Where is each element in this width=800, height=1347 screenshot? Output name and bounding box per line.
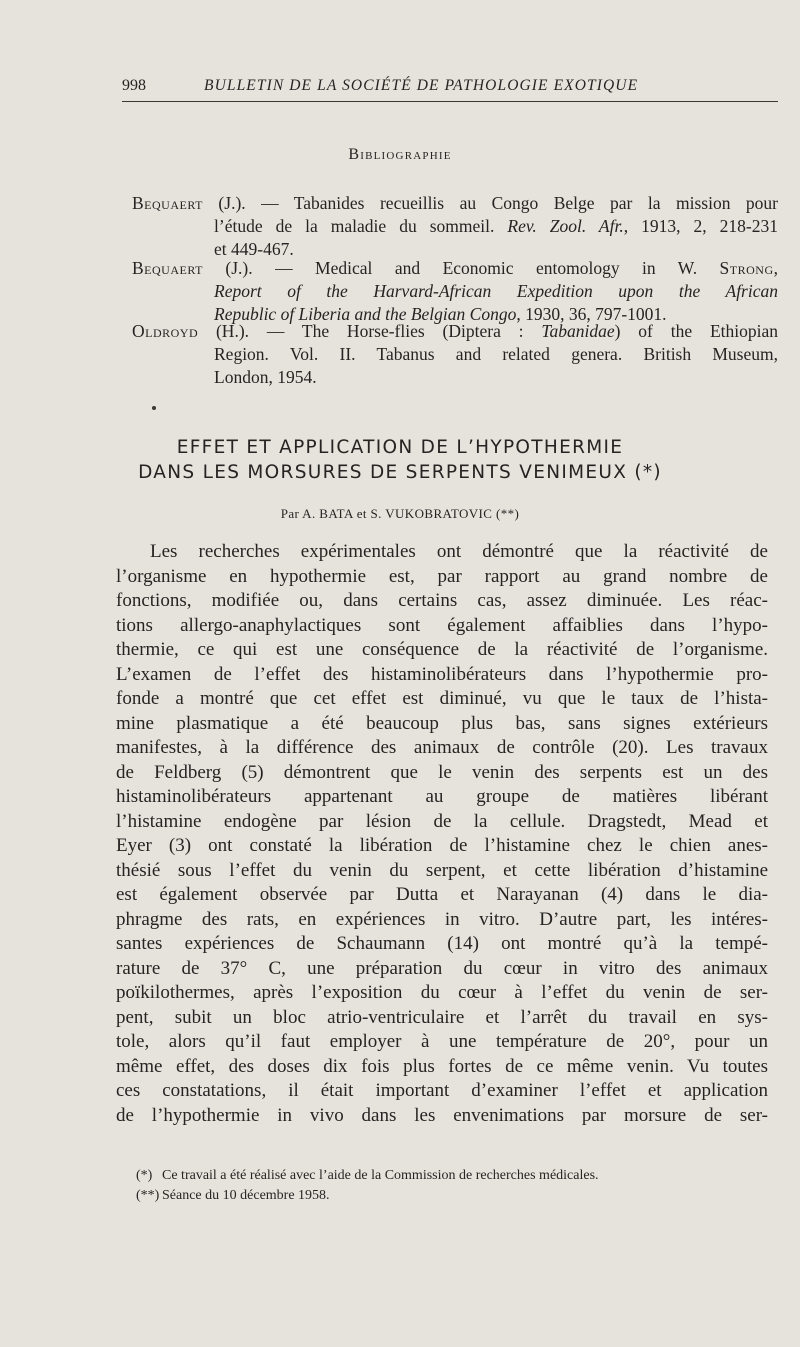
entry-title: Tabanidae [541,321,615,341]
entry-author: Bequaert [132,258,203,278]
entry-author: Strong [719,258,774,278]
body-line: phragme des rats, en expériences in vitro. D’autre part, les intéres- [116,908,768,930]
header-rule [122,101,778,102]
body-line: tions allergo-anaphylactiques sont également affaiblies dans l’hypo- [116,614,768,636]
entry-text: , [773,258,778,278]
body-line: histaminolibérateurs appartenant au groupe de matières libérant [116,786,768,807]
bibliography-entry [132,257,778,326]
entry-text: Region. Vol. II. Tabanus and related genera. British Museum, [214,344,778,364]
body-line: manifestes, à la différence des animaux de contrôle (20). Les travaux [116,737,768,758]
entry-title: Report of the Harvard-African Expedition upon the African [214,281,778,301]
body-line: l’histamine endogène par lésion de la cellule. Dragstedt, Mead et [116,810,768,832]
body-line: de Feldberg (5) démontrent que le venin des serpents est un des [116,761,768,783]
body-line: Les recherches expérimentales ont démontré que la réactivité de [150,541,768,562]
entry-text: l’étude de la maladie du sommeil. [214,216,508,236]
body-line: mine plasmatique a été beaucoup plus bas, sans signes extérieurs [116,712,768,734]
entry-text: , 1913, 2, 218-231 [623,216,779,236]
entry-text: ) of the Ethiopian [614,321,778,341]
body-line: ces constatations, il était important d’examiner l’effet et application [116,1080,768,1101]
body-line: thésié sous l’effet du venin du serpent, et cette libération d’histamine [116,859,768,881]
body-line: poïkilothermes, après l’exposition du cœur à l’effet du venin de ser- [116,982,768,1003]
bibliography-entry [132,320,778,389]
article-title: EFFET ET APPLICATION DE L’HYPOTHERMIE [176,437,624,458]
body-line: tole, alors qu’il faut employer à une température de 20°, pour un [116,1031,768,1052]
entry-text: (J.). — Medical and Economic entomology in W. [202,258,720,278]
body-line: santes expériences de Schaumann (14) ont montré qu’à la tempé- [116,933,768,954]
bibliography-heading: Bibliographie [348,146,452,163]
body-line: fonde a montré que cet effet est diminué, vu que le taux de l’hista- [116,688,768,709]
body-line: thermie, ce qui est une conséquence de la réactivité de l’organisme. [116,639,768,660]
entry-text: et 449-467. [214,239,294,259]
running-header [122,74,778,104]
article-byline: Par A. BATA et S. VUKOBRATOVIC (**) [280,506,520,521]
body-line: est également observée par Dutta et Narayanan (4) dans le dia- [116,884,768,905]
footnote-text: Séance du 10 décembre 1958. [162,1188,330,1203]
body-line: même effet, des doses dix fois plus fortes de ce même venin. Vu toutes [116,1055,768,1077]
entry-title: Republic of Liberia and the Belgian Congo [214,304,517,324]
entry-text: London, 1954. [214,367,317,387]
footnote [136,1166,776,1186]
article-title: DANS LES MORSURES DE SERPENTS VENIMEUX (*) [138,462,662,483]
body-line: fonctions, modifiée ou, dans certains cas, assez diminuée. Les réac- [116,590,768,611]
body-line: de l’hypothermie in vivo dans les envenimations par morsure de ser- [116,1104,768,1126]
footnote-text: Ce travail a été réalisé avec l’aide de la Commission de recherches médicales. [162,1168,599,1183]
bibliography-entry [132,192,778,261]
entry-author: Bequaert [132,193,203,213]
entry-text: , 1930, 36, 797-1001. [516,304,667,324]
stray-mark [152,406,156,410]
body-line: l’organisme en hypothermie est, par rapport au grand nombre de [116,565,768,587]
footnote [136,1186,776,1206]
entry-text: (H.). — The Horse-flies (Diptera : [198,321,542,341]
body-line: rature de 37° C, une préparation du cœur in vitro des animaux [116,957,768,979]
entry-text: (J.). — Tabanides recueillis au Congo Belge par la mission pour [202,193,778,213]
body-line: pent, subit un bloc atrio-ventriculaire et l’arrêt du travail en sys- [116,1006,768,1028]
journal-title: BULLETIN DE LA SOCIÉTÉ DE PATHOLOGIE EXOTIQUE [204,77,639,94]
page-number: 998 [122,77,146,94]
footnote-mark: (**) [136,1188,160,1203]
body-line: Eyer (3) ont constaté la libération de l’histamine chez le chien anes- [116,835,768,856]
article-body [116,540,768,1128]
entry-journal: Rev. Zool. Afr. [507,216,624,236]
footnote-mark: (*) [136,1168,153,1183]
body-line: L’examen de l’effet des histaminolibérateurs dans l’hypothermie pro- [116,663,768,685]
entry-author: Oldroyd [132,321,199,341]
